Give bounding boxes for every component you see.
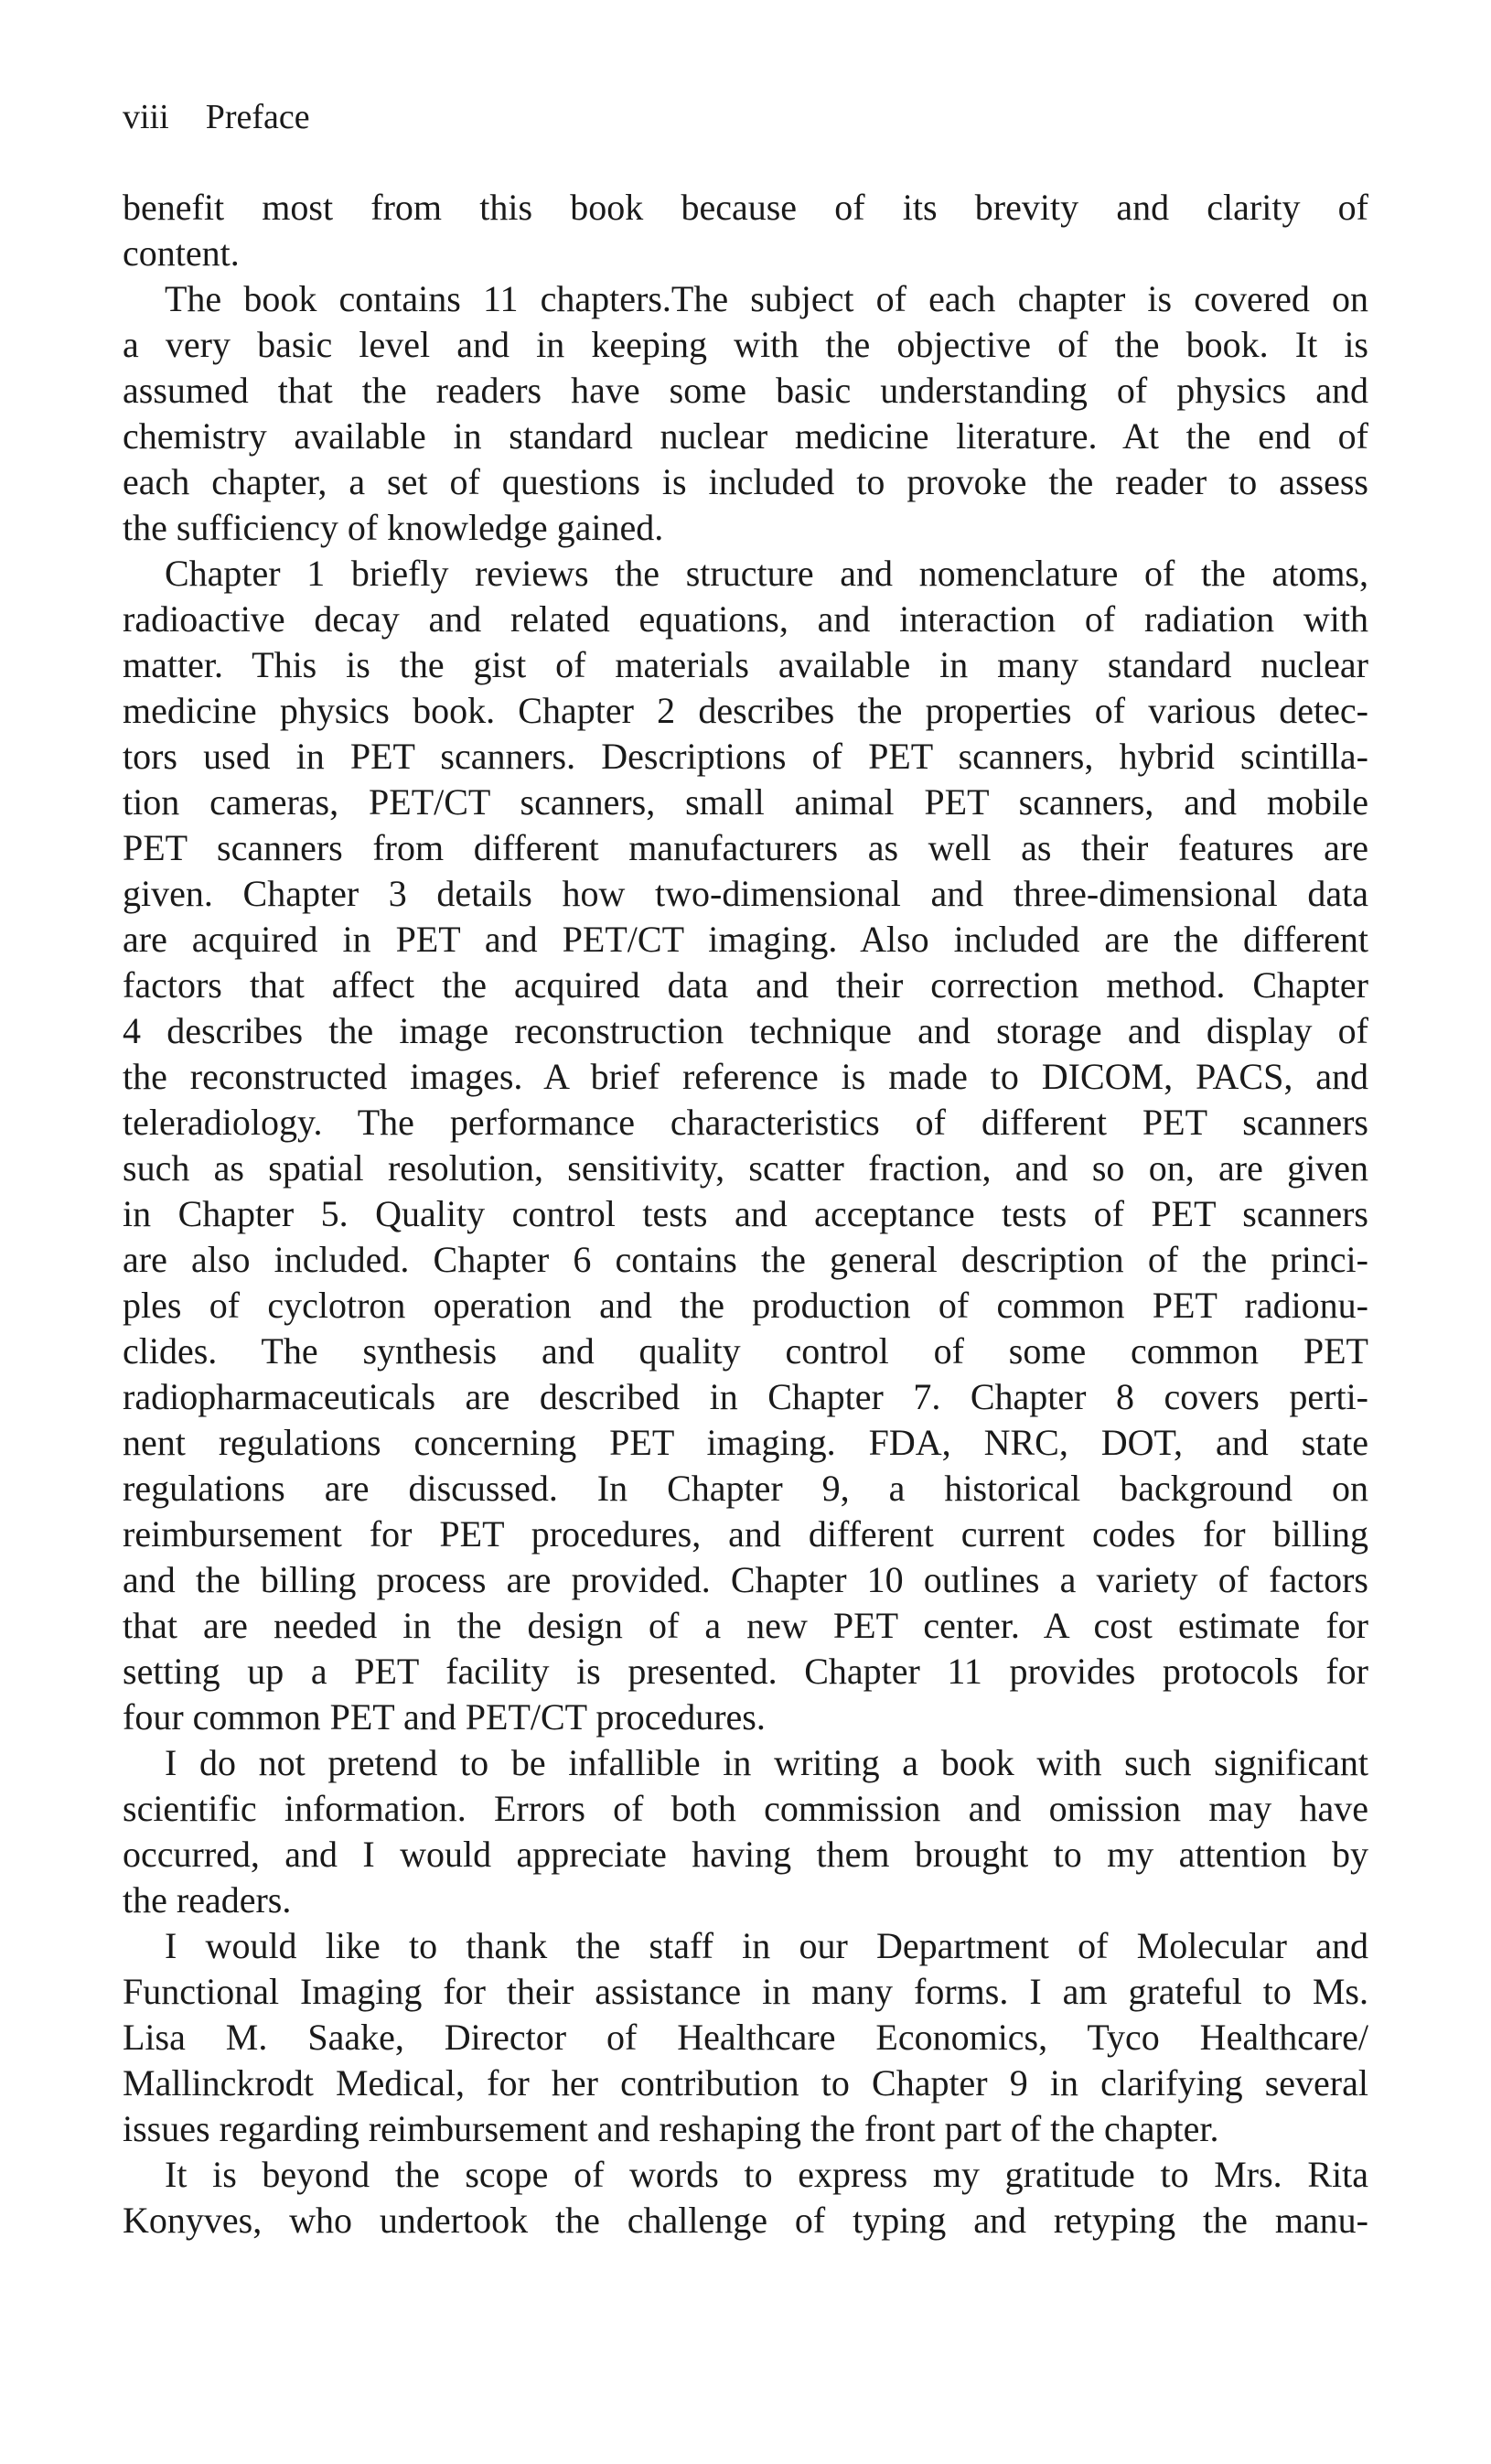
text-line: factors that affect the acquired data and their correction method. Chapter [123, 964, 1368, 1006]
text-line: benefit most from this book because of its brevity and clarity of [123, 187, 1368, 228]
text-line: Mallinckrodt Medical, for her contribution to Chapter 9 in clarifying several [123, 2062, 1368, 2104]
text-line: chemistry available in standard nuclear medicine literature. At the end of [123, 415, 1368, 457]
text-line: are also included. Chapter 6 contains the general description of the princi- [123, 1239, 1368, 1280]
text-line: that are needed in the design of a new PET center. A cost estimate for [123, 1605, 1368, 1646]
text-line: radioactive decay and related equations, and interaction of radiation with [123, 598, 1368, 640]
text-line: given. Chapter 3 details how two-dimensional and three-dimensional data [123, 873, 1368, 914]
text-line: a very basic level and in keeping with the objective of the book. It is [123, 324, 1368, 365]
text-line: radiopharmaceuticals are described in Chapter 7. Chapter 8 covers perti- [123, 1376, 1368, 1417]
text-line: tors used in PET scanners. Descriptions of PET scanners, hybrid scintilla- [123, 736, 1368, 777]
text-line: are acquired in PET and PET/CT imaging. Also included are the different [123, 919, 1368, 960]
text-line: 4 describes the image reconstruction technique and storage and display of [123, 1010, 1368, 1051]
paragraph-first-line: Chapter 1 briefly reviews the structure and nomenclature of the atoms, [165, 553, 1368, 594]
text-line: the reconstructed images. A brief reference is made to DICOM, PACS, and [123, 1056, 1368, 1097]
text-line: clides. The synthesis and quality control of some common PET [123, 1330, 1368, 1372]
page-number: viii [123, 98, 169, 136]
text-line: and the billing process are provided. Chapter 10 outlines a variety of factors [123, 1559, 1368, 1600]
running-head [123, 95, 310, 139]
text-line: PET scanners from different manufacturers as well as their features are [123, 827, 1368, 868]
preface-body [123, 185, 1368, 2243]
text-line: each chapter, a set of questions is included to provoke the reader to assess [123, 461, 1368, 502]
text-line: ples of cyclotron operation and the production of common PET radionu- [123, 1285, 1368, 1326]
text-line: reimbursement for PET procedures, and different current codes for billing [123, 1513, 1368, 1555]
text-line: Konyves, who undertook the challenge of typing and retyping the manu- [123, 2200, 1368, 2241]
paragraph-first-line: The book contains 11 chapters.The subject of each chapter is covered on [165, 278, 1368, 319]
text-line: scientific information. Errors of both commission and omission may have [123, 1788, 1368, 1829]
running-title: Preface [205, 98, 310, 136]
text-line: in Chapter 5. Quality control tests and acceptance tests of PET scanners [123, 1193, 1368, 1234]
text-line: the sufficiency of knowledge gained. [123, 507, 664, 548]
text-line: matter. This is the gist of materials available in many standard nuclear [123, 644, 1368, 685]
text-line: occurred, and I would appreciate having them brought to my attention by [123, 1834, 1368, 1875]
text-line: regulations are discussed. In Chapter 9, a historical background on [123, 1468, 1368, 1509]
text-line: such as spatial resolution, sensitivity, scatter fraction, and so on, are given [123, 1147, 1368, 1189]
text-line: content. [123, 232, 240, 274]
text-line: Functional Imaging for their assistance in many forms. I am grateful to Ms. [123, 1971, 1368, 2012]
text-line: four common PET and PET/CT procedures. [123, 1696, 766, 1738]
paragraph-first-line: I do not pretend to be infallible in writing a book with such significant [165, 1742, 1368, 1783]
text-line: setting up a PET facility is presented. Chapter 11 provides protocols for [123, 1651, 1368, 1692]
text-line: the readers. [123, 1879, 292, 1921]
text-line: teleradiology. The performance characteristics of different PET scanners [123, 1102, 1368, 1143]
text-line: Lisa M. Saake, Director of Healthcare Economics, Tyco Healthcare/ [123, 2017, 1368, 2058]
text-line: nent regulations concerning PET imaging. FDA, NRC, DOT, and state [123, 1422, 1368, 1463]
text-line: medicine physics book. Chapter 2 describes the properties of various detec- [123, 690, 1368, 731]
text-line: assumed that the readers have some basic understanding of physics and [123, 370, 1368, 411]
text-line: issues regarding reimbursement and reshaping the front part of the chapter. [123, 2108, 1219, 2149]
text-line: tion cameras, PET/CT scanners, small animal PET scanners, and mobile [123, 781, 1368, 823]
paragraph-first-line: It is beyond the scope of words to express my gratitude to Mrs. Rita [165, 2154, 1368, 2195]
paragraph-first-line: I would like to thank the staff in our Department of Molecular and [165, 1925, 1368, 1966]
